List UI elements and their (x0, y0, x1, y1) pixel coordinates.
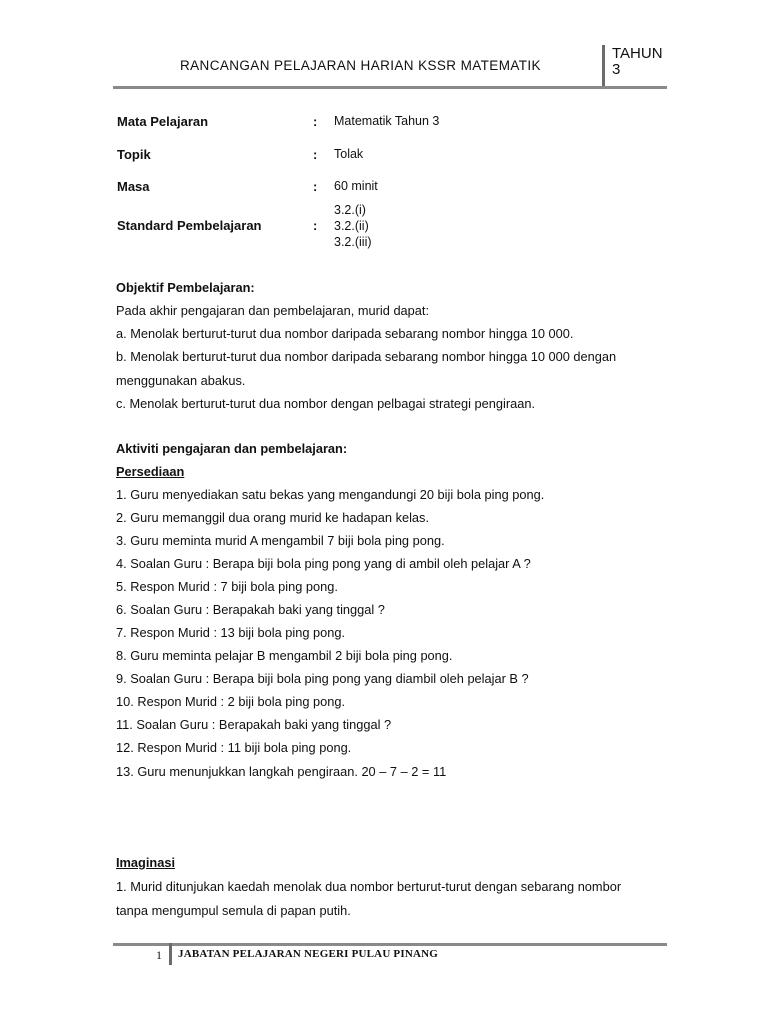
activity-step: 5. Respon Murid : 7 biji bola ping pong. (116, 579, 338, 594)
objective-item-b: b. Menolak berturut-turut dua nombor daripada sebarang nombor hingga 10 000 dengan (116, 349, 617, 364)
activity-step: 3. Guru meminta murid A mengambil 7 biji bola ping pong. (116, 533, 445, 548)
footer-divider-vertical (169, 943, 172, 965)
activity-step: 7. Respon Murid : 13 biji bola ping pong. (116, 625, 346, 640)
imagination-line: tanpa mengumpul semula di papan putih. (116, 903, 351, 918)
standard-item: 3.2.(i) (334, 203, 366, 217)
year-label: TAHUN (612, 45, 663, 62)
year-badge (612, 46, 663, 78)
field-colon-duration: : (313, 179, 318, 194)
objectives-heading: Objektif Pembelajaran: (116, 280, 255, 295)
objectives-intro: Pada akhir pengajaran dan pembelajaran, murid dapat: (116, 303, 430, 318)
field-colon-subject: : (313, 114, 318, 129)
field-label-duration: Masa (117, 179, 150, 194)
activity-step: 8. Guru meminta pelajar B mengambil 2 biji bola ping pong. (116, 648, 453, 663)
activity-step: 11. Soalan Guru : Berapakah baki yang tinggal ? (116, 717, 392, 732)
field-value-subject: Matematik Tahun 3 (334, 114, 440, 128)
field-value-duration: 60 minit (334, 179, 378, 193)
objective-item-c: c. Menolak berturut-turut dua nombor dengan pelbagai strategi pengiraan. (116, 396, 536, 411)
year-number: 3 (612, 61, 621, 78)
activity-step: 13. Guru menunjukkan langkah pengiraan. 20 – 7 – 2 = 11 (116, 764, 447, 779)
objective-item-a: a. Menolak berturut-turut dua nombor daripada sebarang nombor hingga 10 000. (116, 326, 574, 341)
imagination-line: 1. Murid ditunjukan kaedah menolak dua nombor berturut-turut dengan sebarang nombor (116, 879, 622, 894)
footer-text: JABATAN PELAJARAN NEGERI PULAU PINANG (178, 948, 439, 960)
standard-item: 3.2.(ii) (334, 219, 369, 233)
activities-heading: Aktiviti pengajaran dan pembelajaran: (116, 441, 348, 456)
activity-step: 6. Soalan Guru : Berapakah baki yang tinggal ? (116, 602, 385, 617)
standard-item: 3.2.(iii) (334, 235, 372, 249)
document-title: RANCANGAN PELAJARAN HARIAN KSSR MATEMATIK (180, 58, 541, 73)
field-value-topic: Tolak (334, 147, 364, 161)
imagination-heading: Imaginasi (116, 855, 176, 870)
field-colon-standard: : (313, 218, 318, 233)
activity-step: 4. Soalan Guru : Berapa biji bola ping pong yang di ambil oleh pelajar A ? (116, 556, 531, 571)
objective-item-b-cont: menggunakan abakus. (116, 373, 246, 388)
activity-step: 1. Guru menyediakan satu bekas yang mengandungi 20 biji bola ping pong. (116, 487, 545, 502)
activity-step: 10. Respon Murid : 2 biji bola ping pong. (116, 694, 346, 709)
header-divider-horizontal (113, 86, 667, 89)
field-label-standard: Standard Pembelajaran (117, 218, 262, 233)
field-values-standard (334, 202, 372, 250)
preparation-heading: Persediaan (116, 464, 185, 479)
footer-divider-horizontal (113, 943, 667, 946)
field-colon-topic: : (313, 147, 318, 162)
field-label-topic: Topik (117, 147, 151, 162)
activity-step: 12. Respon Murid : 11 biji bola ping pong. (116, 740, 352, 755)
field-label-subject: Mata Pelajaran (117, 114, 209, 129)
activity-step: 9. Soalan Guru : Berapa biji bola ping pong yang diambil oleh pelajar B ? (116, 671, 529, 686)
page-number: 1 (156, 948, 162, 962)
activity-step: 2. Guru memanggil dua orang murid ke hadapan kelas. (116, 510, 429, 525)
header-divider-vertical (602, 45, 605, 87)
